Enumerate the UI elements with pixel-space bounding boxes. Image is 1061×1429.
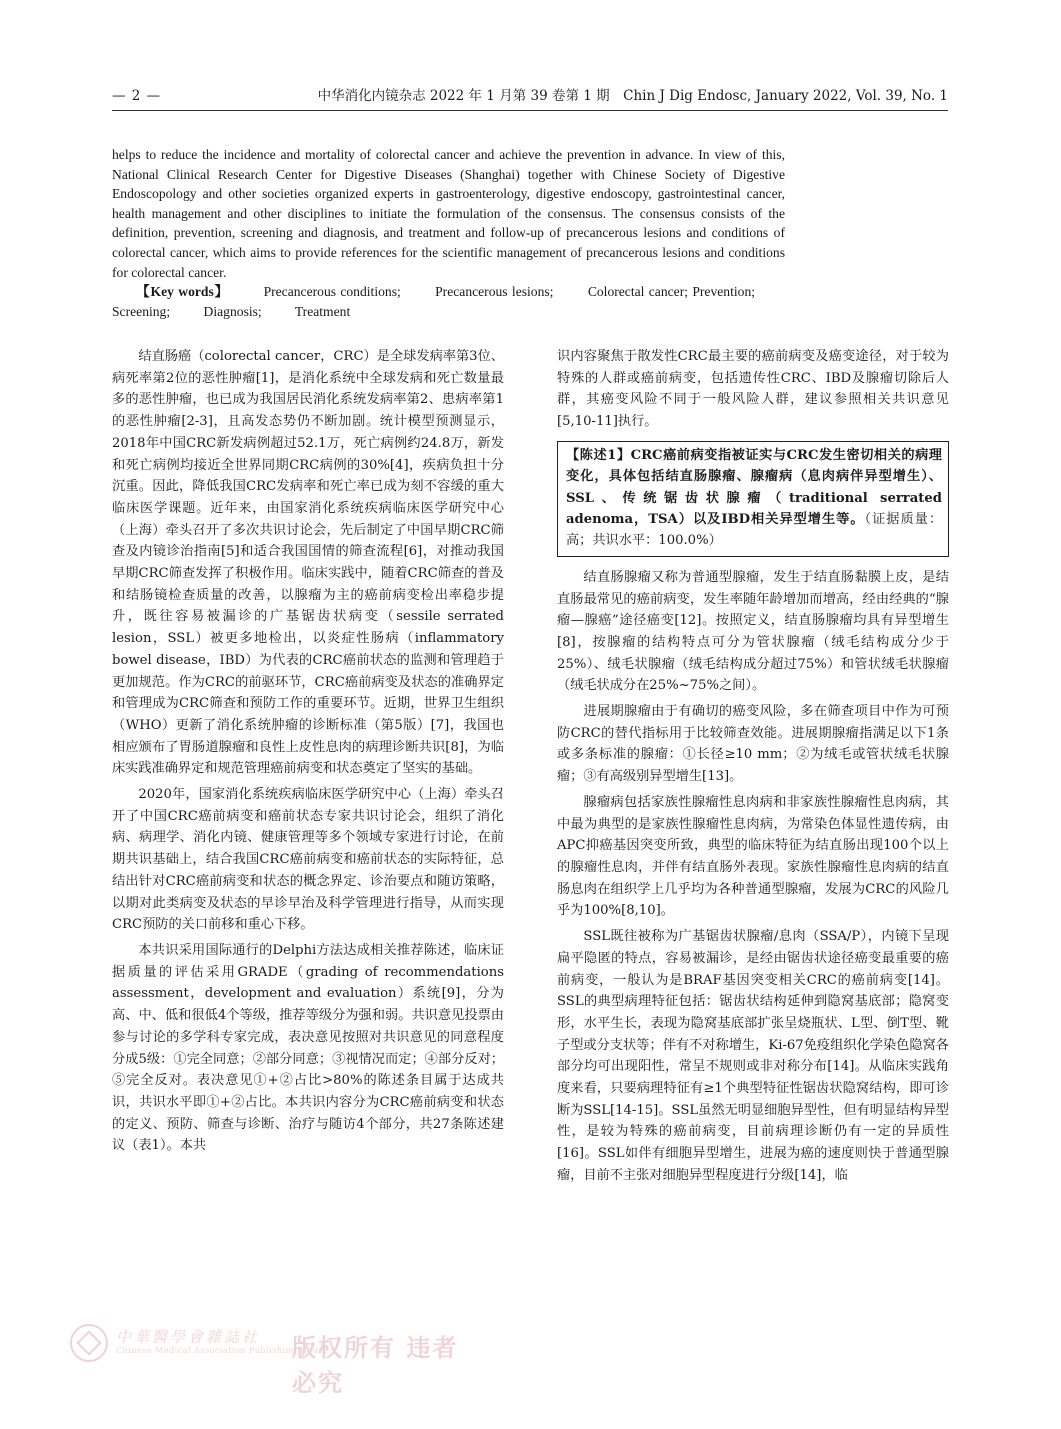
header-rule [112, 110, 948, 111]
english-abstract [112, 145, 785, 321]
statement-evidence: （证据质量：高；共识水平：100.0%） [566, 512, 943, 549]
keyword: Diagnosis; [203, 303, 262, 319]
keywords-label: 【Key words】 [136, 284, 230, 300]
keyword: Precancerous lesions; [435, 284, 554, 300]
body-paragraph: 腺瘤病包括家族性腺瘤性息肉病和非家族性腺瘤性息肉病，其中最为典型的是家族性腺瘤性息肉病，为常染色体显性遗传病，由APC抑癌基因突变所致，典型的临床特征为结直肠出现100个以上的腺瘤性息肉，并伴有结直肠外表现。家族性腺瘤性息肉病的结直肠息肉在组织学上几乎均为各种普通型腺瘤，发展为CRC的风险几乎为100%[8,10]。 [557, 794, 949, 919]
keyword: Prevention; [692, 284, 756, 300]
keyword: Colorectal cancer; [587, 284, 688, 300]
body-paragraph: SSL既往被称为广基锯齿状腺瘤/息肉（SSA/P），内镜下呈现扁平隐匿的特点，容易被漏诊，是经由锯齿状途径癌变最重要的癌前病变，一般认为是BRAF基因突变相关CRC的癌前病变[14]。SSL的典型病理特征包括：锯齿状结构延伸到隐窝基底部；隐窝变形，水平生长，表现为隐窝基底部扩张呈烧瓶状、L型、倒T型、靴子型或分支状等；伴有不对称增生，Ki-67免疫组织化学染色隐窝各部分均可出现阳性，常呈不规则或非对称分布[14]。从临床实践角度来看，只要病理特征有≥1个典型特征性锯齿状隐窝结构，即可诊断为SSL[14-15]。SSL虽然无明显细胞异型性，但有明显结构异型性，是较为特殊的癌前病变，目前病理诊断仍有一定的异质性[16]。SSL如伴有细胞异型增生，进展为癌的速度则快于普通型腺瘤，目前不主张对细胞异型程度进行分级[14]，临 [557, 929, 949, 1183]
watermark-publisher-en: Chinese Medical Association Publishing House [116, 1346, 329, 1355]
watermark-publisher: 中華醫學會雜誌社 [116, 1328, 261, 1346]
keyword: Treatment [294, 303, 351, 319]
watermark-copyright: 版权所有 违者必究 [292, 1333, 459, 1397]
page-number: — 2 — [112, 88, 162, 104]
body-paragraph-continued: 识内容聚焦于散发性CRC最主要的癌前病变及癌变途径，对于较为特殊的人群或癌前病变，包括遗传性CRC、IBD及腺瘤切除后人群，其癌变风险不同于一般风险人群，建议参照相关共识意见[5,10-11]执行。 [557, 349, 949, 430]
right-column [557, 346, 949, 1187]
statement-text: 【陈述1】CRC癌前病变指被证实与CRC发生密切相关的病理变化，具体包括结直肠腺瘤、腺瘤病（息肉病伴异型增生）、SSL、传统锯齿状腺瘤（traditional serrated adenoma，TSA）以及IBD相关异型增生等。 [566, 447, 942, 528]
seal-icon [70, 1324, 108, 1362]
journal-citation: 中华消化内镜杂志 2022 年 1 月第 39 卷第 1 期 Chin J Dig Endosc, January 2022, Vol. 39, No. 1 [317, 88, 948, 104]
body-paragraph: 进展期腺瘤由于有确切的癌变风险，多在筛查项目中作为可预防CRC的替代指标用于比较筛查效能。进展期腺瘤指满足以下1条或多条标准的腺瘤：①长径≥10 mm；②为绒毛或管状绒毛状腺瘤；③有高级别异型增生[13]。 [557, 704, 949, 785]
keyword: Screening; [112, 303, 171, 319]
keyword: Precancerous conditions; [263, 284, 401, 300]
statement-box [557, 441, 949, 557]
left-column [112, 346, 504, 1157]
body-paragraph: 结直肠腺瘤又称为普通型腺瘤，发生于结直肠黏膜上皮，是结直肠最常见的癌前病变，发生率随年龄增加而增高，经由经典的“腺瘤—腺癌”途径癌变[12]。按照定义，结直肠腺瘤均具有异型增生[8]，按腺瘤的结构特点可分为管状腺瘤（绒毛结构成分少于25%）、绒毛状腺瘤（绒毛结构成分超过75%）和管状绒毛状腺瘤（绒毛状成分在25%~75%之间）。 [557, 569, 949, 694]
keywords-line [112, 282, 785, 321]
body-paragraph: 结直肠癌（colorectal cancer，CRC）是全球发病率第3位、病死率第2位的恶性肿瘤[1]，是消化系统中全球发病和死亡数量最多的恶性肿瘤，也已成为我国居民消化系统发病率第2、患病率第1的恶性肿瘤[2-3]，且高发态势仍不断加剧。统计模型预测显示，2018年中国CRC新发病例超过52.1万，死亡病例约24.8万，新发和死亡病例均接近全世界同期CRC病例的30%[4]，疾病负担十分沉重。因此，降低我国CRC发病率和死亡率已成为刻不容缓的重大临床医学课题。近年来，由国家消化系统疾病临床医学研究中心（上海）牵头召开了多次共识讨论会，先后制定了中国早期CRC筛查及内镜诊治指南[5]和适合我国国情的筛查流程[6]，对推动我国早期CRC筛查发挥了积极作用。临床实践中，随着CRC筛查的普及和结肠镜检查质量的改善，以腺瘤为主的癌前病变检出率稳步提升，既往容易被漏诊的广基锯齿状病变（sessile serrated lesion，SSL）被更多地检出，以炎症性肠病（inflammatory bowel disease，IBD）为代表的CRC癌前状态的监测和管理趋于更加规范。作为CRC的前驱环节，CRC癌前病变及状态的准确界定和管理成为CRC筛查和预防工作的重要环节。近期，世界卫生组织（WHO）更新了消化系统肿瘤的诊断标准（第5版）[7]，我国也相应颁布了胃肠道腺瘤和良性上皮性息肉的病理诊断共识[8]，为临床实践准确界定和规范管理癌前病变和状态奠定了坚实的基础。 [112, 349, 504, 777]
abstract-text: helps to reduce the incidence and mortality of colorectal cancer and achieve the prevention in advance. In view of this, National Clinical Research Center for Digestive Diseases (Shanghai) together with Chinese Society of Digestive Endoscopology and other societies organized experts in gastroenterology, digestive endoscopy, gastrointestinal cancer, health management and other disciplines to initiate the formulation of the consensus. The consensus consists of the definition, prevention, screening and diagnosis, and treatment and follow-up of precancerous lesions and conditions of colorectal cancer, which aims to provide references for the scientific management of precancerous lesions and conditions for colorectal cancer. [112, 147, 785, 280]
body-paragraph: 本共识采用国际通行的Delphi方法达成相关推荐陈述，临床证据质量的评估采用GRADE（grading of recommendations assessment，development and evaluation）系统[9]，分为高、中、低和很低4个等级，推荐等级分为强和弱。共识意见投票由参与讨论的多学科专家完成，表决意见按照对共识意见的同意程度分成5级：①完全同意；②部分同意；③视情况而定；④部分反对；⑤完全反对。表决意见①+②占比>80%的陈述条目属于达成共识，共识水平即①+②占比。本共识内容分为CRC癌前病变和状态的定义、预防、筛查与诊断、治疗与随访4个部分，共27条陈述建议（表1）。本共 [112, 942, 504, 1154]
running-header [112, 84, 948, 108]
body-paragraph: 2020年，国家消化系统疾病临床医学研究中心（上海）牵头召开了中国CRC癌前病变和癌前状态专家共识讨论会，组织了消化病、病理学、消化内镜、健康管理等多个领域专家进行讨论，在前期共识基础上，结合我国CRC癌前病变和癌前状态的实际特征，总结出针对CRC癌前病变和状态的概念界定、诊治要点和随访策略，以期对此类病变及状态的早诊早治及科学管理进行指导，从而实现CRC预防的关口前移和重心下移。 [112, 787, 504, 933]
publisher-watermark [60, 1322, 480, 1397]
